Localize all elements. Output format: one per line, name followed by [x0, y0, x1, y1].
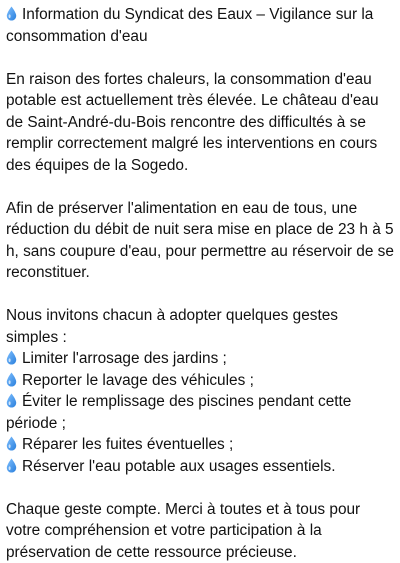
list-item — [6, 456, 394, 478]
gestures-list — [6, 348, 394, 477]
list-item-text: Réparer les fuites éventuelles ; — [22, 436, 233, 453]
list-item-text: Reporter le lavage des véhicules ; — [22, 372, 254, 389]
list-item — [6, 348, 394, 370]
list-item-text: Limiter l'arrosage des jardins ; — [22, 350, 227, 367]
water-drop-icon — [6, 458, 17, 473]
post-title — [6, 4, 394, 47]
list-item-text: Réserver l'eau potable aux usages essentiels. — [22, 458, 336, 475]
list-item — [6, 434, 394, 456]
paragraph-closing: Chaque geste compte. Merci à toutes et à tous pour votre compréhension et votre participation à la préservation de cette ressource précieuse. — [6, 499, 394, 563]
water-drop-icon — [6, 393, 17, 408]
list-item — [6, 391, 394, 434]
water-drop-icon — [6, 436, 17, 451]
water-drop-icon — [6, 372, 17, 387]
paragraph-heat: En raison des fortes chaleurs, la consommation d'eau potable est actuellement très élevée. Le château d'eau de Saint-André-du-Bois rencontre des difficultés à se remplir correctement malgré les interventions en cours des équipes de la Sogedo. — [6, 69, 394, 177]
gestures-section — [6, 305, 394, 477]
water-drop-icon — [6, 6, 17, 21]
list-item — [6, 370, 394, 392]
list-intro: Nous invitons chacun à adopter quelques gestes simples : — [6, 305, 394, 348]
list-item-text: Éviter le remplissage des piscines pendant cette période ; — [6, 393, 351, 432]
title-text: Information du Syndicat des Eaux – Vigilance sur la consommation d'eau — [6, 6, 373, 45]
paragraph-night-flow: Afin de préserver l'alimentation en eau de tous, une réduction du débit de nuit sera mise en place de 23 h à 5 h, sans coupure d'eau, pour permettre au réservoir de se reconstituer. — [6, 198, 394, 284]
water-drop-icon — [6, 350, 17, 365]
